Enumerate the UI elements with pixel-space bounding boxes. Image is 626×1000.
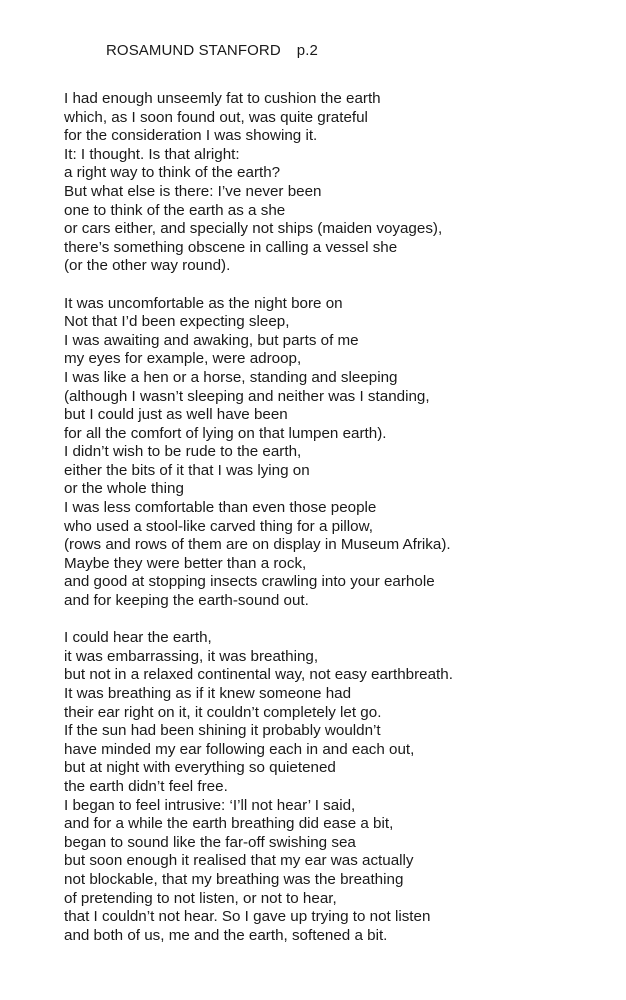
poem-line: who used a stool-like carved thing for a pillow,: [64, 517, 373, 535]
poem-line: and both of us, me and the earth, softened a bit.: [64, 926, 388, 944]
poem-line: for all the comfort of lying on that lumpen earth).: [64, 424, 387, 442]
poem-line: not blockable, that my breathing was the breathing: [64, 870, 404, 888]
poem-line: but at night with everything so quietened: [64, 759, 336, 777]
poem-line: but I could just as well have been: [64, 406, 288, 424]
poem-line: their ear right on it, it couldn’t completely let go.: [64, 703, 382, 721]
poem-line: it was embarrassing, it was breathing,: [64, 647, 319, 665]
poem-line: and for keeping the earth-sound out.: [64, 592, 309, 610]
poem-line: I was awaiting and awaking, but parts of me: [64, 331, 359, 349]
page-number: p.2: [296, 42, 318, 59]
poem-line: It was breathing as if it knew someone had: [64, 685, 352, 702]
poem-line: (rows and rows of them are on display in Museum Afrika).: [64, 536, 451, 554]
poem-line: But what else is there: I’ve never been: [64, 182, 322, 200]
poem-line: a right way to think of the earth?: [64, 164, 281, 182]
poem-line: or cars either, and specially not ships (maiden voyages),: [64, 220, 443, 238]
poem-line: It: I thought. Is that alright:: [64, 145, 240, 163]
poem-line: which, as I soon found out, was quite grateful: [64, 108, 368, 126]
poem-line: but not in a relaxed continental way, not easy earthbreath.: [64, 666, 453, 684]
poem-line: It was uncomfortable as the night bore on: [64, 294, 343, 312]
page-header: [106, 42, 318, 60]
stanza: [64, 90, 604, 276]
poem-line: I was like a hen or a horse, standing and sleeping: [64, 368, 398, 386]
poem-line: for the consideration I was showing it.: [64, 127, 318, 145]
poem-line: that I couldn’t not hear. So I gave up trying to not listen: [64, 908, 431, 926]
poem-line: (or the other way round).: [64, 257, 231, 275]
stanza: [64, 629, 604, 945]
poem-line: If the sun had been shining it probably wouldn’t: [64, 722, 381, 740]
poem-line: I had enough unseemly fat to cushion the earth: [64, 90, 381, 107]
poem-line: the earth didn’t feel free.: [64, 777, 228, 795]
poem-line: either the bits of it that I was lying on: [64, 461, 310, 479]
poem-line: or the whole thing: [64, 480, 184, 498]
poem-line: my eyes for example, were adroop,: [64, 350, 302, 368]
poem-line: but soon enough it realised that my ear was actually: [64, 852, 414, 870]
poem-line: I began to feel intrusive: ‘I’ll not hear’ I said,: [64, 796, 356, 814]
poem-line: Maybe they were better than a rock,: [64, 554, 307, 572]
poem-line: began to sound like the far-off swishing sea: [64, 833, 356, 851]
poem-line: and for a while the earth breathing did ease a bit,: [64, 815, 394, 833]
poem-line: one to think of the earth as a she: [64, 201, 286, 219]
poem-line: there’s something obscene in calling a vessel she: [64, 238, 398, 256]
stanza: [64, 295, 604, 611]
poem-line: have minded my ear following each in and each out,: [64, 740, 415, 758]
poem-line: Not that I’d been expecting sleep,: [64, 313, 290, 331]
poem-line: I could hear the earth,: [64, 629, 212, 647]
poem-line: of pretending to not listen, or not to hear,: [64, 889, 337, 907]
poem-line: I was less comfortable than even those people: [64, 499, 377, 517]
poem-body: [64, 90, 604, 945]
poem-line: (although I wasn’t sleeping and neither was I standing,: [64, 387, 430, 405]
poem-line: I didn’t wish to be rude to the earth,: [64, 443, 302, 461]
poem-line: and good at stopping insects crawling into your earhole: [64, 573, 435, 591]
author-name: ROSAMUND STANFORD: [106, 42, 281, 59]
